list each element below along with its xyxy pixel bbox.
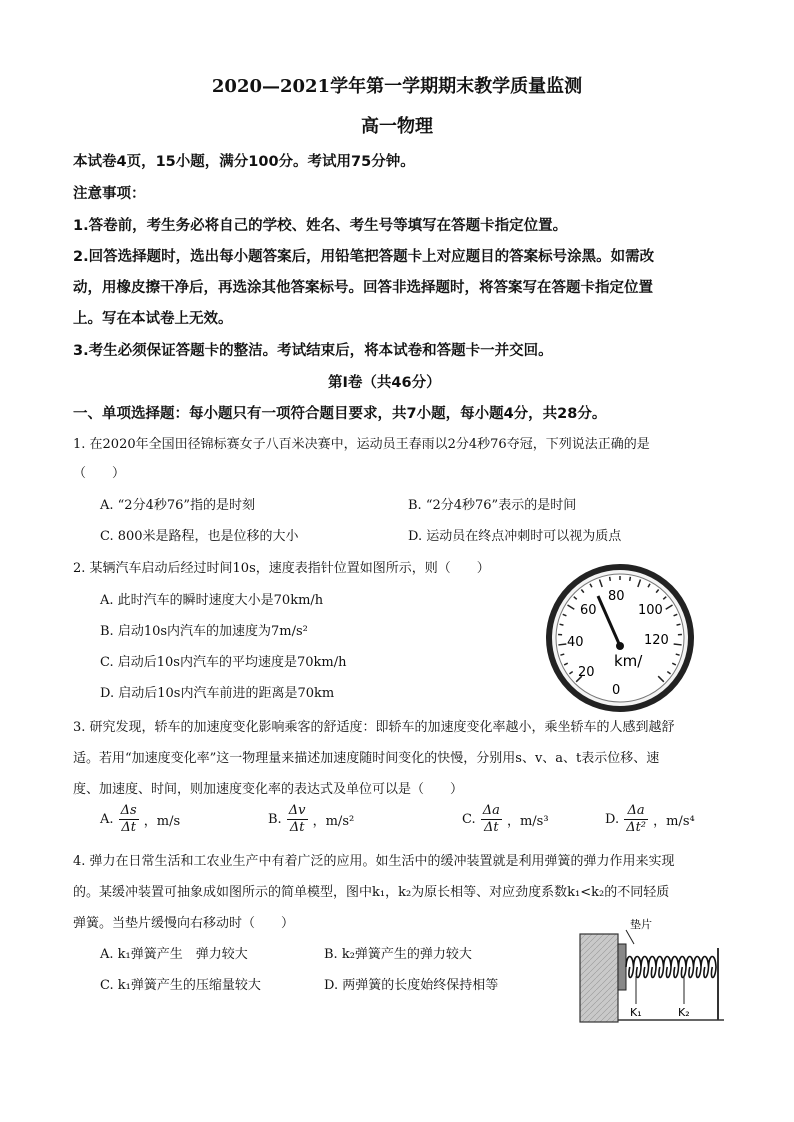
- gauge-label-20: 20: [578, 665, 595, 680]
- notice-heading: 注意事项：: [73, 186, 146, 202]
- q4-option-b: B. k₂弹簧产生的弹力较大: [324, 947, 472, 962]
- pad-pointer: [626, 930, 634, 944]
- gauge-label-120: 120: [644, 633, 669, 648]
- q3-option-a-num: Δs: [120, 803, 137, 818]
- spring-coils: [626, 957, 716, 978]
- notice-item-3: 3.考生必须保证答题卡的整洁。考试结束后，将本试卷和答题卡一并交回。: [73, 343, 553, 359]
- q4-stem-line2: 的。某缓冲装置可抽象成如图所示的简单模型，图中k₁，k₂为原长相等、对应劲度系数k₁<k₂的不同轻质: [73, 885, 670, 900]
- gauge-tick: [560, 654, 564, 655]
- q4-option-a: A. k₁弹簧产生 弹力较大: [100, 947, 248, 962]
- q3-option-d-fraction: [624, 803, 648, 836]
- q3-option-a-den: Δt: [121, 820, 136, 835]
- q4-stem-line3: 弹簧。当垫片缓慢向右移动时（ ）: [73, 916, 295, 931]
- pad-label: 垫片: [630, 918, 652, 931]
- q2-option-c: C. 启动后10s内汽车的平均速度是70km/h: [100, 655, 347, 670]
- q3-option-c-den: Δt: [483, 820, 499, 835]
- notice-item-1: 1.答卷前，考生务必将自己的学校、姓名、考生号等填写在答题卡指定位置。: [73, 218, 568, 234]
- q3-option-d-unit: ，m/s⁴: [653, 814, 695, 829]
- exam-title: 2020—2021学年第一学期期末教学质量监测: [211, 76, 583, 97]
- spring-buffer-figure: [578, 918, 730, 1026]
- gauge-hub: [616, 642, 624, 650]
- k1-label: K₁: [630, 1006, 642, 1019]
- q3-option-c-unit: ，m/s³: [506, 814, 549, 829]
- q2-option-d: D. 启动后10s内汽车前进的距离是70km: [100, 686, 335, 701]
- gauge-label-80: 80: [608, 589, 625, 604]
- notice-item-2-line3: 上。写在本试卷上无效。: [73, 311, 233, 327]
- q4-stem-line1: 4. 弹力在日常生活和工农业生产中有着广泛的应用。如生活中的缓冲装置就是利用弹簧的弹力作用来实现: [73, 854, 675, 869]
- q3-option-a-label: A.: [100, 812, 114, 827]
- q1-stem-line2: （ ）: [73, 466, 126, 481]
- q3-option-c-label: C.: [462, 812, 476, 827]
- q3-option-d-label: D.: [605, 812, 620, 827]
- q2-option-b: B. 启动10s内汽车的加速度为7m/s²: [100, 624, 308, 639]
- q3-option-b-unit: ，m/s²: [312, 814, 355, 829]
- wall-block: [580, 934, 618, 1022]
- q3-option-a-unit: ，m/s: [143, 814, 181, 829]
- gauge-tick: [674, 644, 682, 645]
- q1-option-c: C. 800米是路程，也是位移的大小: [100, 529, 299, 544]
- gauge-label-60: 60: [580, 603, 597, 618]
- q3-option-c-num: Δa: [482, 803, 500, 818]
- q3-option-b-den: Δt: [289, 820, 305, 835]
- q3-option-c-fraction: [481, 803, 502, 836]
- q3-option-d-den: Δt²: [626, 820, 647, 835]
- gauge-tick: [630, 577, 631, 581]
- q2-option-a: A. 此时汽车的瞬时速度大小是70km/h: [100, 593, 324, 608]
- q3-option-d: [605, 803, 695, 836]
- q3-stem-line2: 适。若用“加速度变化率”这一物理量来描述加速度随时间变化的快慢，分别用s、v、a、t表示位移、速: [73, 751, 660, 766]
- q1-stem-line1: 1. 在2020年全国田径锦标赛女子八百米决赛中，运动员王春雨以2分4秒76夺冠，下列说法正确的是: [73, 437, 650, 452]
- q3-stem-line1: 3. 研究发现，轿车的加速度变化影响乘客的舒适度：即轿车的加速度变化率越小，乘坐轿车的人感到越舒: [73, 720, 675, 735]
- q3-stem-line3: 度、加速度、时间，则加速度变化率的表达式及单位可以是（ ）: [73, 782, 464, 797]
- gauge-label-0: 0: [612, 683, 621, 698]
- q3-option-b-label: B.: [268, 812, 282, 827]
- q1-option-b: B. “2分4秒76”表示的是时间: [408, 498, 577, 513]
- q3-option-c: [462, 803, 549, 836]
- part-title: 一、单项选择题：每小题只有一项符合题目要求，共7小题，每小题4分，共28分。: [73, 406, 607, 422]
- notice-item-2-line2: 动，用橡皮擦干净后，再选涂其他答案标号。回答非选择题时，将答案写在答题卡指定位置: [73, 280, 653, 296]
- q3-option-b-num: Δv: [288, 803, 306, 818]
- gauge-tick: [558, 644, 566, 645]
- q3-option-b-fraction: [287, 803, 308, 836]
- pad-plate: [618, 944, 626, 990]
- q3-option-a: [100, 803, 180, 836]
- q2-stem: 2. 某辆汽车启动后经过时间10s，速度表指针位置如图所示，则（ ）: [73, 561, 490, 576]
- exam-summary: 本试卷4页，15小题，满分100分。考试用75分钟。: [73, 154, 415, 170]
- q3-option-b: [268, 803, 354, 836]
- gauge-tick: [677, 624, 681, 625]
- subject-title: 高一物理: [361, 116, 433, 137]
- q4-option-d: D. 两弹簧的长度始终保持相等: [324, 978, 499, 993]
- q1-option-a: A. “2分4秒76”指的是时刻: [100, 498, 256, 513]
- q3-option-d-num: Δa: [624, 803, 648, 820]
- speedometer-figure: [540, 562, 700, 712]
- q3-option-a-fraction: [119, 803, 139, 836]
- gauge-tick: [676, 654, 680, 655]
- k2-label: K₂: [678, 1006, 690, 1019]
- gauge-label-40: 40: [567, 635, 584, 650]
- gauge-tick: [560, 624, 564, 625]
- gauge-tick: [610, 577, 611, 581]
- q1-option-d: D. 运动员在终点冲刺时可以视为质点: [408, 529, 622, 544]
- q4-option-c: C. k₁弹簧产生的压缩量较大: [100, 978, 261, 993]
- volume-title: 第Ⅰ卷（共46分）: [328, 375, 441, 391]
- gauge-label-100: 100: [638, 603, 663, 618]
- gauge-unit: km/: [614, 652, 643, 670]
- notice-item-2-line1: 2.回答选择题时，选出每小题答案后，用铅笔把答题卡上对应题目的答案标号涂黑。如需改: [73, 249, 655, 265]
